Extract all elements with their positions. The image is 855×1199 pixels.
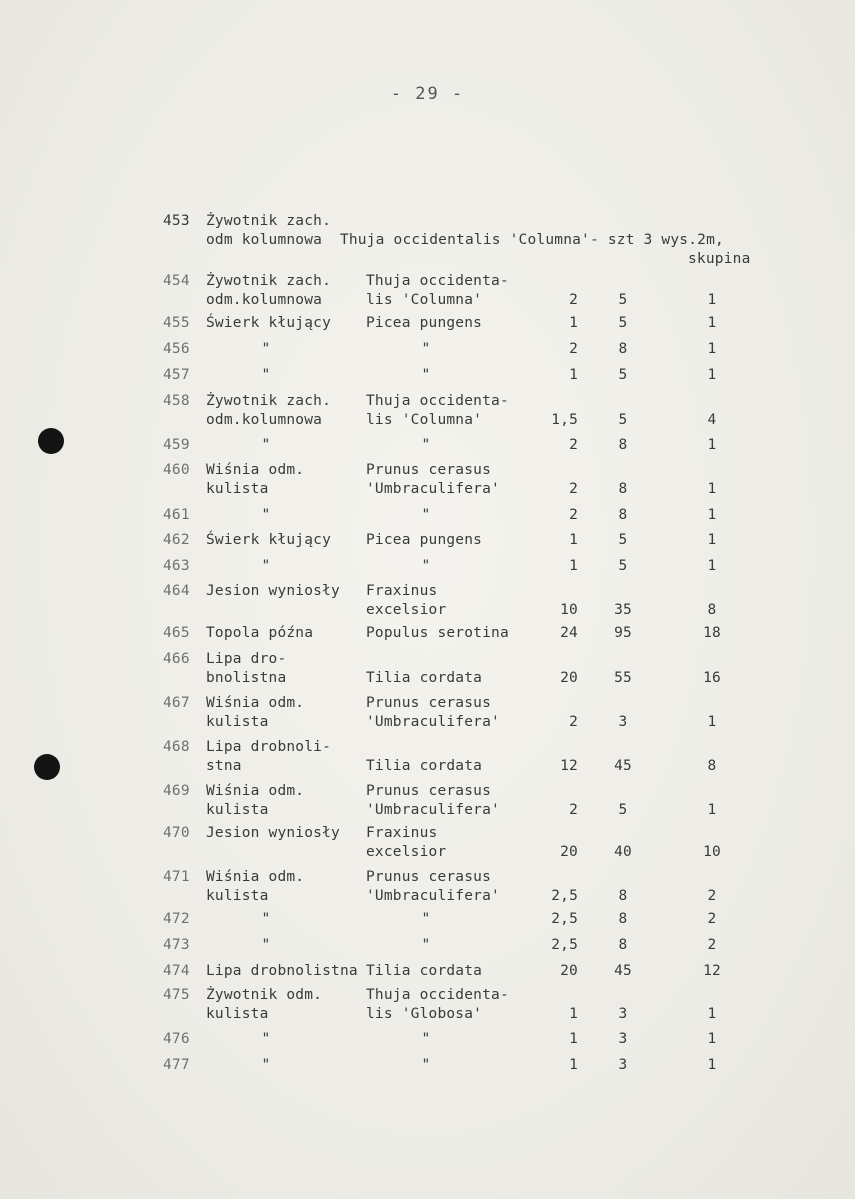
- height-value: 3: [618, 1057, 628, 1073]
- row-number: 471: [163, 869, 190, 885]
- diameter-value: 1: [707, 714, 717, 730]
- diameter-value: 1: [707, 532, 717, 548]
- quantity: 2,5: [551, 911, 578, 927]
- polish-name: Lipa drobnoli- stna: [206, 739, 332, 774]
- quantity: 1: [569, 367, 578, 383]
- diameter-value: 1: [707, 437, 717, 453]
- row-number: 474: [163, 963, 190, 979]
- row-number: 476: [163, 1031, 190, 1047]
- quantity: 24: [560, 625, 578, 641]
- row-number: 473: [163, 937, 190, 953]
- row-number: 463: [163, 558, 190, 574]
- polish-name: Topola późna: [206, 625, 314, 641]
- polish-name: ": [261, 558, 271, 574]
- quantity: 2: [569, 292, 578, 308]
- diameter-value: 1: [707, 367, 717, 383]
- latin-name: Fraxinus excelsior: [366, 583, 447, 618]
- quantity: 1: [569, 558, 578, 574]
- diameter-value: 1: [707, 315, 717, 331]
- quantity: 2,5: [551, 937, 578, 953]
- quantity: 2,5: [551, 888, 578, 904]
- row-number: 475: [163, 987, 190, 1003]
- quantity: 2: [569, 481, 578, 497]
- table-row: [0, 650, 855, 696]
- polish-name: ": [261, 367, 271, 383]
- table-row: [0, 461, 855, 507]
- height-value: 8: [618, 437, 628, 453]
- latin-name: ": [421, 341, 431, 357]
- height-value: 8: [618, 507, 628, 523]
- quantity: 20: [560, 963, 578, 979]
- diameter-value: 1: [707, 292, 717, 308]
- latin-name: Prunus cerasus 'Umbraculifera': [366, 869, 500, 904]
- polish-name: Wiśnia odm. kulista: [206, 783, 305, 818]
- table-row: [0, 986, 855, 1032]
- quantity: 1: [569, 532, 578, 548]
- entry-note: skupina: [688, 251, 751, 267]
- height-value: 55: [614, 670, 632, 686]
- latin-name: ": [421, 437, 431, 453]
- height-value: 35: [614, 602, 632, 618]
- row-number: 470: [163, 825, 190, 841]
- quantity: 1: [569, 1006, 578, 1022]
- row-number: 456: [163, 341, 190, 357]
- polish-name: Żywotnik zach.: [206, 213, 332, 229]
- latin-name: Thuja occidenta- lis 'Columna': [366, 393, 509, 428]
- polish-name: Żywotnik zach. odm.kolumnowa: [206, 273, 332, 308]
- diameter-value: 2: [707, 937, 717, 953]
- diameter-value: 1: [707, 1031, 717, 1047]
- table-row: [0, 1056, 855, 1102]
- diameter-value: 10: [703, 844, 721, 860]
- diameter-value: 1: [707, 802, 717, 818]
- row-number: 455: [163, 315, 190, 331]
- latin-name: ": [421, 911, 431, 927]
- latin-name: ": [421, 367, 431, 383]
- quantity: 1: [569, 1031, 578, 1047]
- quantity: 12: [560, 758, 578, 774]
- entry-text: 453: [163, 213, 190, 229]
- row-number: 469: [163, 783, 190, 799]
- height-value: 5: [618, 315, 628, 331]
- polish-name: Lipa dro- bnolistna: [206, 651, 287, 686]
- row-number: 458: [163, 393, 190, 409]
- quantity: 1: [569, 1057, 578, 1073]
- latin-name: Thuja occidenta- lis 'Globosa': [366, 987, 509, 1022]
- quantity: 1,5: [551, 412, 578, 428]
- latin-name: Prunus cerasus 'Umbraculifera': [366, 783, 500, 818]
- diameter-value: 18: [703, 625, 721, 641]
- height-value: 5: [618, 532, 628, 548]
- height-value: 3: [618, 714, 628, 730]
- row-number: 457: [163, 367, 190, 383]
- quantity: 20: [560, 670, 578, 686]
- quantity: 2: [569, 714, 578, 730]
- latin-name: ": [421, 1031, 431, 1047]
- polish-name: ": [261, 1031, 271, 1047]
- row-number: 459: [163, 437, 190, 453]
- polish-name: Żywotnik odm. kulista: [206, 987, 323, 1022]
- latin-name: ": [421, 937, 431, 953]
- table-row: [0, 272, 855, 318]
- diameter-value: 16: [703, 670, 721, 686]
- row-number: 472: [163, 911, 190, 927]
- quantity: 2: [569, 341, 578, 357]
- diameter-value: 4: [707, 412, 717, 428]
- row-number: 477: [163, 1057, 190, 1073]
- latin-name: Tilia cordata: [366, 670, 483, 686]
- height-value: 45: [614, 758, 632, 774]
- latin-name: Picea pungens: [366, 532, 483, 548]
- row-number: 468: [163, 739, 190, 755]
- height-value: 95: [614, 625, 632, 641]
- polish-name: Wiśnia odm. kulista: [206, 869, 305, 904]
- polish-name: Wiśnia odm. kulista: [206, 695, 305, 730]
- diameter-value: 1: [707, 481, 717, 497]
- diameter-value: 1: [707, 341, 717, 357]
- quantity: 2: [569, 802, 578, 818]
- latin-name: ": [421, 1057, 431, 1073]
- row-number: 465: [163, 625, 190, 641]
- polish-name: ": [261, 911, 271, 927]
- polish-name: Jesion wyniosły: [206, 825, 340, 841]
- table-row: [0, 738, 855, 784]
- height-value: 8: [618, 937, 628, 953]
- table-row: [0, 392, 855, 438]
- height-value: 3: [618, 1006, 628, 1022]
- polish-name: ": [261, 437, 271, 453]
- row-number: 467: [163, 695, 190, 711]
- latin-name: Picea pungens: [366, 315, 483, 331]
- table-row: [0, 694, 855, 740]
- diameter-value: 1: [707, 1057, 717, 1073]
- quantity: 20: [560, 844, 578, 860]
- page-number: - 29 -: [390, 84, 465, 104]
- latin-name: Tilia cordata: [366, 758, 483, 774]
- diameter-value: 1: [707, 558, 717, 574]
- latin-name: ": [421, 507, 431, 523]
- height-value: 8: [618, 341, 628, 357]
- quantity: 10: [560, 602, 578, 618]
- diameter-value: 8: [707, 758, 717, 774]
- latin-name: ": [421, 558, 431, 574]
- polish-name: Świerk kłujący: [206, 315, 332, 331]
- polish-name: Jesion wyniosły: [206, 583, 340, 599]
- diameter-value: 2: [707, 911, 717, 927]
- height-value: 40: [614, 844, 632, 860]
- latin-name: Prunus cerasus 'Umbraculifera': [366, 695, 500, 730]
- row-number: 461: [163, 507, 190, 523]
- polish-name: Żywotnik zach. odm.kolumnowa: [206, 393, 332, 428]
- row-number: 460: [163, 462, 190, 478]
- latin-name: Prunus cerasus 'Umbraculifera': [366, 462, 500, 497]
- diameter-value: 1: [707, 507, 717, 523]
- polish-name: ": [261, 507, 271, 523]
- table-row: [0, 868, 855, 914]
- latin-name: Fraxinus excelsior: [366, 825, 447, 860]
- height-value: 5: [618, 292, 628, 308]
- diameter-value: 8: [707, 602, 717, 618]
- polish-name: ": [261, 937, 271, 953]
- diameter-value: 2: [707, 888, 717, 904]
- height-value: 5: [618, 412, 628, 428]
- polish-name: Lipa drobnolistna: [206, 963, 358, 979]
- table-row: [0, 582, 855, 628]
- latin-name: Tilia cordata: [366, 963, 483, 979]
- height-value: 5: [618, 367, 628, 383]
- row-number: 454: [163, 273, 190, 289]
- row-number: 466: [163, 651, 190, 667]
- quantity: 2: [569, 437, 578, 453]
- table-row: [0, 824, 855, 870]
- latin-name: Thuja occidenta- lis 'Columna': [366, 273, 509, 308]
- height-value: 8: [618, 481, 628, 497]
- quantity: 2: [569, 507, 578, 523]
- height-value: 5: [618, 802, 628, 818]
- entry-line: odm kolumnowa Thuja occidentalis 'Columna'- szt 3 wys.2m,: [206, 232, 724, 248]
- row-number: 464: [163, 583, 190, 599]
- table-row-header-entry: [0, 212, 855, 272]
- diameter-value: 12: [703, 963, 721, 979]
- quantity: 1: [569, 315, 578, 331]
- polish-name: Świerk kłujący: [206, 532, 332, 548]
- polish-name: ": [261, 1057, 271, 1073]
- height-value: 5: [618, 558, 628, 574]
- height-value: 8: [618, 888, 628, 904]
- polish-name: ": [261, 341, 271, 357]
- height-value: 8: [618, 911, 628, 927]
- row-number: 462: [163, 532, 190, 548]
- latin-name: Populus serotina: [366, 625, 509, 641]
- height-value: 3: [618, 1031, 628, 1047]
- diameter-value: 1: [707, 1006, 717, 1022]
- height-value: 45: [614, 963, 632, 979]
- polish-name: Wiśnia odm. kulista: [206, 462, 305, 497]
- table-row: [0, 782, 855, 828]
